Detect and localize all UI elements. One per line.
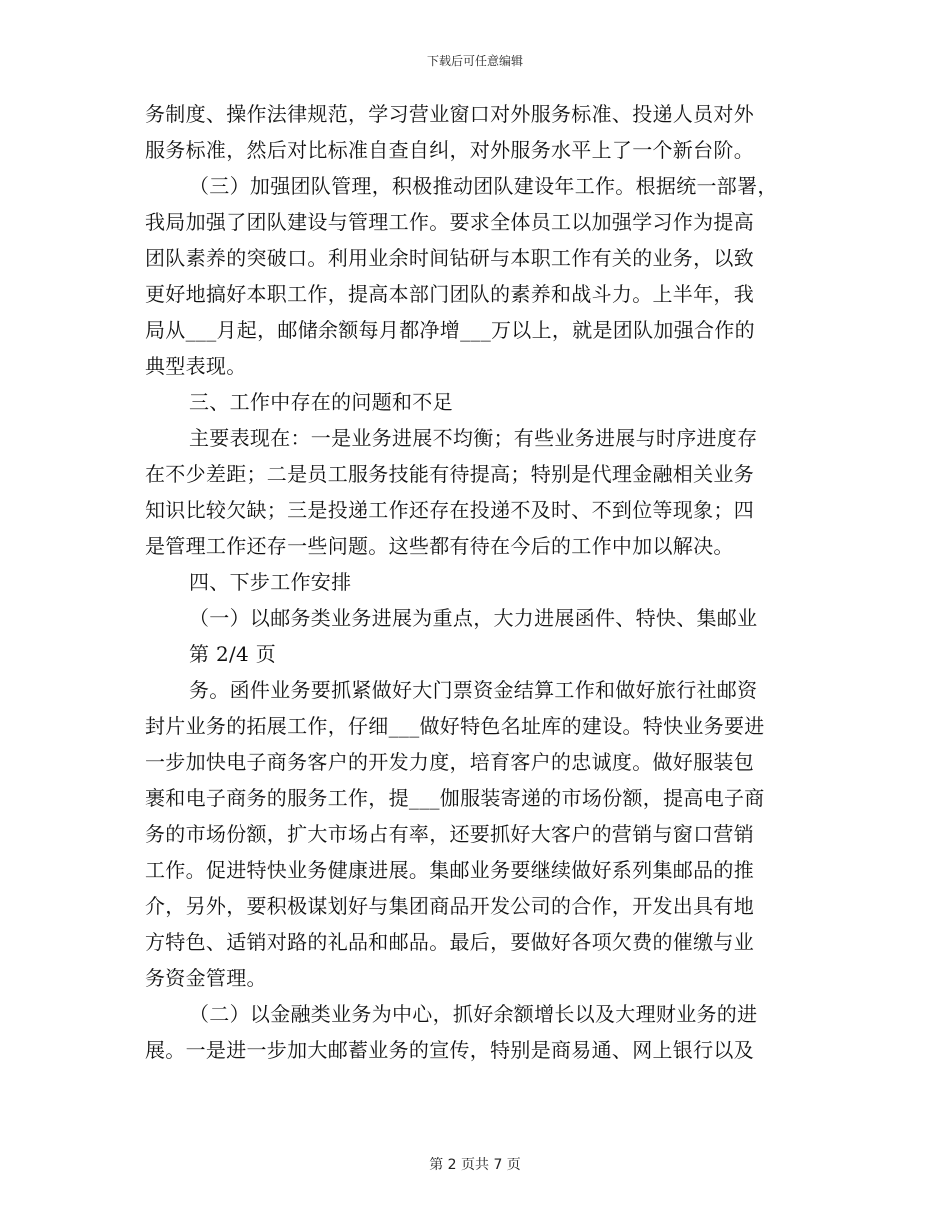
body-line: 知识比较欠缺；三是投递工作还存在投递不及时、不到位等现象；四 bbox=[145, 498, 754, 522]
body-line: 工作。促进特快业务健康进展。集邮业务要继续做好系列集邮品的推 bbox=[145, 858, 754, 882]
section-heading-line: （一）以邮务类业务进展为重点，大力进展函件、特快、集邮业 bbox=[189, 606, 758, 630]
page-header-note: 下载后可任意编辑 bbox=[426, 54, 523, 68]
body-line: 服务标准，然后对比标准自查自纠，对外服务水平上了一个新台阶。 bbox=[145, 138, 754, 162]
body-line: 方特色、适销对路的礼品和邮品。最后，要做好各项欠费的催缴与业 bbox=[145, 930, 754, 954]
body-line: 主要表现在：一是业务进展不均衡；有些业务进展与时序进度存 bbox=[189, 426, 758, 450]
body-line: 是管理工作还存一些问题。这些都有待在今后的工作中加以解决。 bbox=[145, 534, 734, 558]
section-heading-line: 三、工作中存在的问题和不足 bbox=[189, 390, 453, 414]
body-line: 局从___月起，邮储余额每月都净增___万以上，就是团队加强合作的 bbox=[145, 318, 755, 342]
body-line: 介，另外，要积极谋划好与集团商品开发公司的合作，开发出具有地 bbox=[145, 894, 754, 918]
body-line: 务的市场份额，扩大市场占有率，还要抓好大客户的营销与窗口营销 bbox=[145, 822, 754, 846]
body-line: 展。一是进一步加大邮蓄业务的宣传，特别是商易通、网上银行以及 bbox=[145, 1038, 754, 1062]
body-line: 务制度、操作法律规范，学习营业窗口对外服务标准、投递人员对外 bbox=[145, 102, 754, 126]
inline-page-marker: 第 2/4 页 bbox=[189, 642, 277, 666]
body-line: 一步加快电子商务客户的开发力度，培育客户的忠诚度。做好服装包 bbox=[145, 750, 754, 774]
body-line: 裹和电子商务的服务工作，提___伽服装寄递的市场份额，提高电子商 bbox=[145, 786, 765, 810]
body-line: 务。函件业务要抓紧做好大门票资金结算工作和做好旅行社邮资 bbox=[189, 678, 758, 702]
section-heading-line: （三）加强团队管理，积极推动团队建设年工作。根据统一部署， bbox=[189, 174, 778, 198]
body-line: 在不少差距；二是员工服务技能有待提高；特别是代理金融相关业务 bbox=[145, 462, 754, 486]
section-heading-line: （二）以金融类业务为中心，抓好余额增长以及大理财业务的进 bbox=[189, 1002, 758, 1026]
body-line: 务资金管理。 bbox=[145, 966, 267, 990]
body-line: 典型表现。 bbox=[145, 354, 247, 378]
document-body bbox=[145, 96, 810, 1068]
section-heading-line: 四、下步工作安排 bbox=[189, 570, 352, 594]
body-line: 更好地搞好本职工作，提高本部门团队的素养和战斗力。上半年，我 bbox=[145, 282, 754, 306]
body-line: 我局加强了团队建设与管理工作。要求全体员工以加强学习作为提高 bbox=[145, 210, 754, 234]
body-line: 封片业务的拓展工作，仔细___做好特色名址库的建设。特快业务要进 bbox=[145, 714, 765, 738]
page-footer-label: 第 2 页共 7 页 bbox=[429, 1157, 521, 1173]
body-line: 团队素养的突破口。利用业余时间钻研与本职工作有关的业务，以致 bbox=[145, 246, 754, 270]
